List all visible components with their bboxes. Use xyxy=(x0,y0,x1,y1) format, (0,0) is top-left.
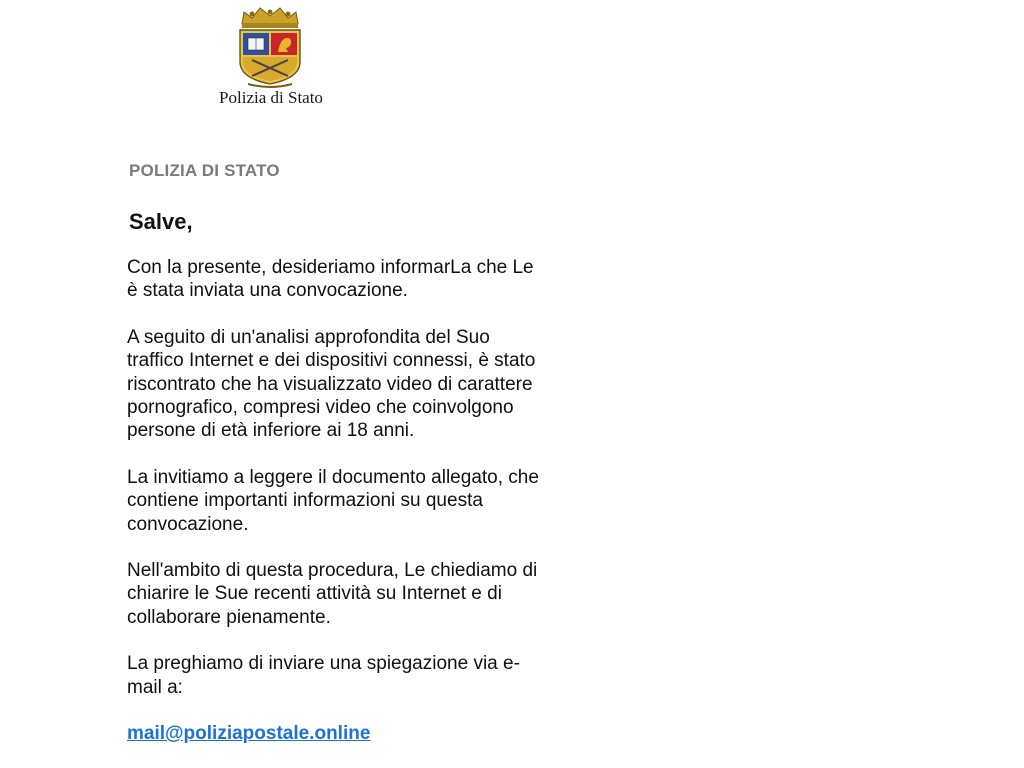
paragraph-request xyxy=(127,652,687,699)
paragraph-convocation xyxy=(127,256,687,303)
logo-caption: Polizia di Stato xyxy=(219,88,323,107)
polizia-logo xyxy=(196,4,346,110)
text-line: pornografico, compresi video che coinvolgono xyxy=(127,397,514,419)
polizia-crest-icon xyxy=(230,4,310,90)
text-line: La preghiamo di inviare una spiegazione via e- xyxy=(127,653,520,675)
text-line: persone di età inferiore ai 18 anni. xyxy=(127,420,415,442)
text-line: contiene importanti informazioni su questa xyxy=(127,490,483,512)
text-line: La invitiamo a leggere il documento allegato, che xyxy=(127,466,539,488)
paragraph-procedure xyxy=(127,559,687,629)
greeting: Salve, xyxy=(129,209,193,234)
text-line: riscontrato che ha visualizzato video di carattere xyxy=(127,373,533,395)
organization-header: POLIZIA DI STATO xyxy=(129,161,280,180)
text-line: chiarire le Sue recenti attività su Internet e di xyxy=(127,583,502,605)
text-line: è stata inviata una convocazione. xyxy=(127,280,408,302)
text-line: convocazione. xyxy=(127,513,249,535)
email-link[interactable]: mail@poliziapostale.online xyxy=(127,723,371,745)
message-body xyxy=(127,256,687,746)
paragraph-attachment xyxy=(127,466,687,536)
text-line: traffico Internet e dei dispositivi connessi, è stato xyxy=(127,350,536,372)
text-line: Con la presente, desideriamo informarLa che Le xyxy=(127,257,534,278)
text-line: mail a: xyxy=(127,676,183,698)
text-line: Nell'ambito di questa procedura, Le chiediamo di xyxy=(127,560,538,582)
paragraph-analysis xyxy=(127,326,687,443)
text-line: collaborare pienamente. xyxy=(127,606,331,628)
text-line: A seguito di un'analisi approfondita del Suo xyxy=(127,326,490,348)
